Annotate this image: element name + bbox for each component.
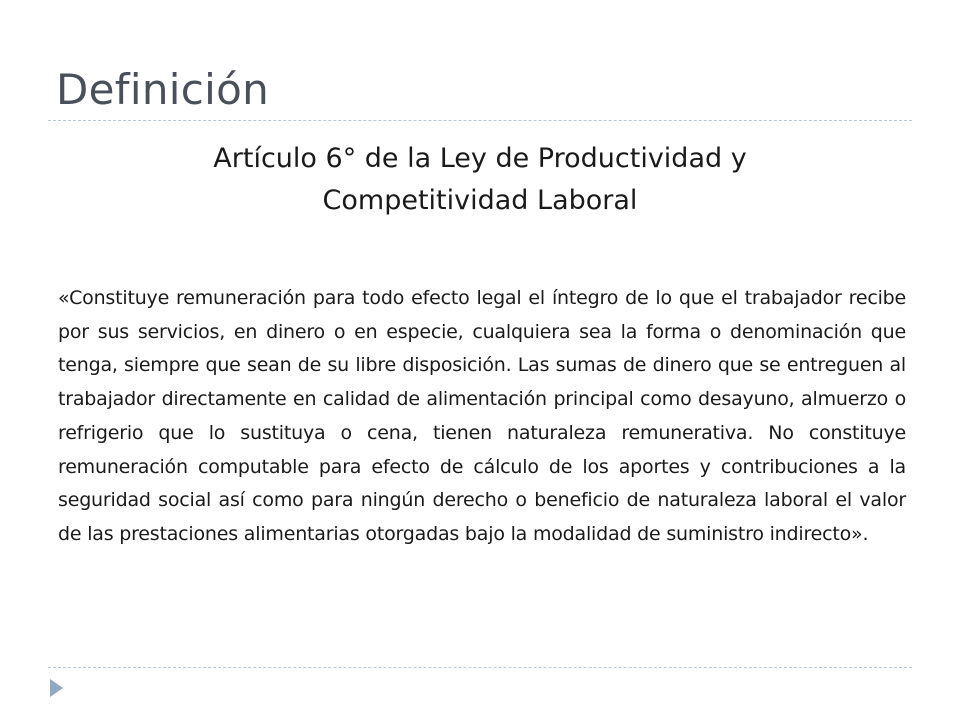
bottom-divider <box>48 667 912 668</box>
top-divider <box>48 120 912 121</box>
slide-subtitle <box>100 138 860 222</box>
triangle-right-icon <box>50 679 63 697</box>
subtitle-line-2: Competitividad Laboral <box>322 185 638 216</box>
quote-paragraph: «Constituye remuneración para todo efecto legal el íntegro de lo que el trabajador recibe por sus servicios, en dinero o en especie, cualquiera sea la forma o denominación que tenga, siempre que sean de su libre disposición. Las sumas de dinero que se entreguen al trabajador directamente en calidad de alimentación principal como desayuno, almuerzo o refrigerio que lo sustituya o cena, tienen naturaleza remunerativa. No constituye remuneración computable para efecto de cálculo de los aportes y contribuciones a la seguridad social así como para ningún derecho o beneficio de naturaleza laboral el valor de las prestaciones alimentarias otorgadas bajo la modalidad de suministro indirecto». <box>58 287 906 545</box>
slide-title: Definición <box>56 65 269 114</box>
subtitle-line-1: Artículo 6° de la Ley de Productividad y <box>213 143 747 174</box>
